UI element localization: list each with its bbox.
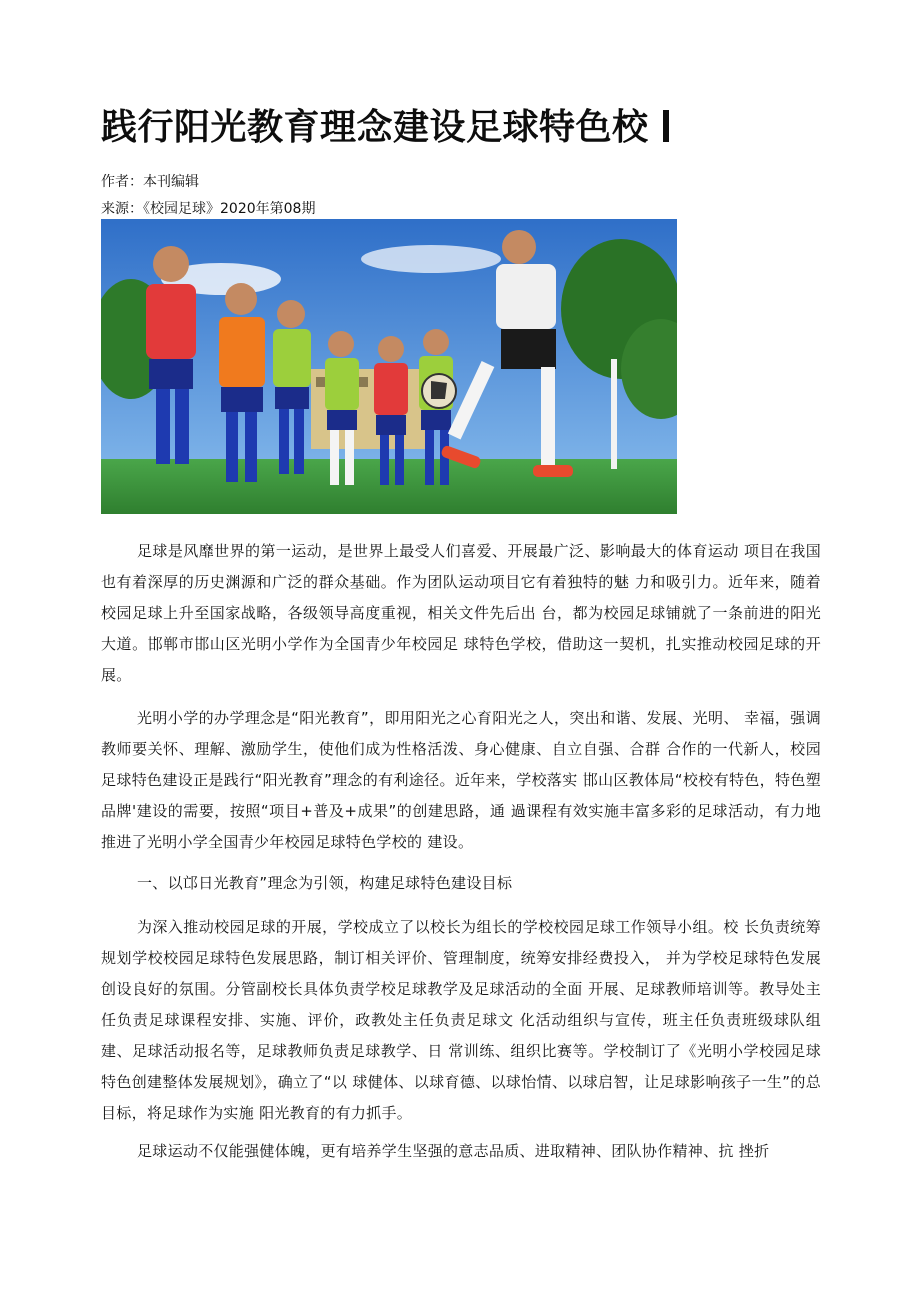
article-title-text: 践行阳光教育理念建设足球特色校 [101, 107, 649, 148]
article-author: 作者：本刊编辑 [101, 174, 199, 190]
photo-football-training [101, 219, 677, 514]
body-paragraph-2: 光明小学的办学理念是“阳光教育”，即用阳光之心育阳光之人，突出和谐、发展、光明、 幸福，强调教师要关怀、理解、激励学生，使他们成为性格活泼、身心健康、自立自强、合群 合作的一代新人，校园足球特色建设正是践行“阳光教育”理念的有利途径。近年来，学校落实 邯山区教体局“校校有特色，特色塑品牌'建设的需要，按照“项目+普及+成果”的创建思路，通 過课程有效实施丰富多彩的足球活动，有力地推进了光明小学全国青少年校园足球特色学校的 建设。 [101, 709, 821, 851]
body-paragraph-4: 足球运动不仅能强健体魄，更有培养学生坚强的意志品质、进取精神、团队协作精神、抗 挫折 [137, 1142, 770, 1160]
body-paragraph-3: 为深入推动校园足球的开展，学校成立了以校长为组长的学校校园足球工作领导小组。校 长负责统筹规划学校校园足球特色发展思路，制订相关评价、管理制度，统筹安排经费投入， 并为学校足球特色发展创设良好的氛围。分管副校长具体负责学校足球教学及足球活动的全面 开展、足球教师培训等。教导处主任负责足球课程安排、实施、评价，政教处主任负责足球文 化活动组织与宣传，班主任负责班级球队组建、足球活动报名等，足球教师负责足球教学、日 常训练、组织比赛等。学校制订了《光明小学校园足球特色创建整体发展规划》，确立了“以 球健体、以球育德、以球怡情、以球启智，让足球影响孩子一生”的总目标，将足球作为实施 阳光教育的有力抓手。 [101, 918, 821, 1122]
article-title [101, 98, 669, 158]
title-cursor-bar [663, 110, 669, 142]
section-heading-1: 一、以邙日光教育”理念为引领，构建足球特色建设目标 [137, 874, 513, 892]
body-paragraph-1: 足球是风靡世界的第一运动，是世界上最受人们喜爱、开展最广泛、影响最大的体育运动 项目在我国也有着深厚的历史渊源和广泛的群众基础。作为团队运动项目它有着独特的魅 力和吸引力。近年来，随着校园足球上升至国家战略，各级领导高度重视，相关文件先后出 台，都为校园足球铺就了一条前进的阳光大道。邯郸市邯山区光明小学作为全国青少年校园足 球特色学校，借助这一契机，扎实推动校园足球的开展。 [101, 542, 821, 684]
photo-illustration [101, 219, 677, 514]
article-source: 来源：《校园足球》2020年第08期 [101, 201, 316, 217]
